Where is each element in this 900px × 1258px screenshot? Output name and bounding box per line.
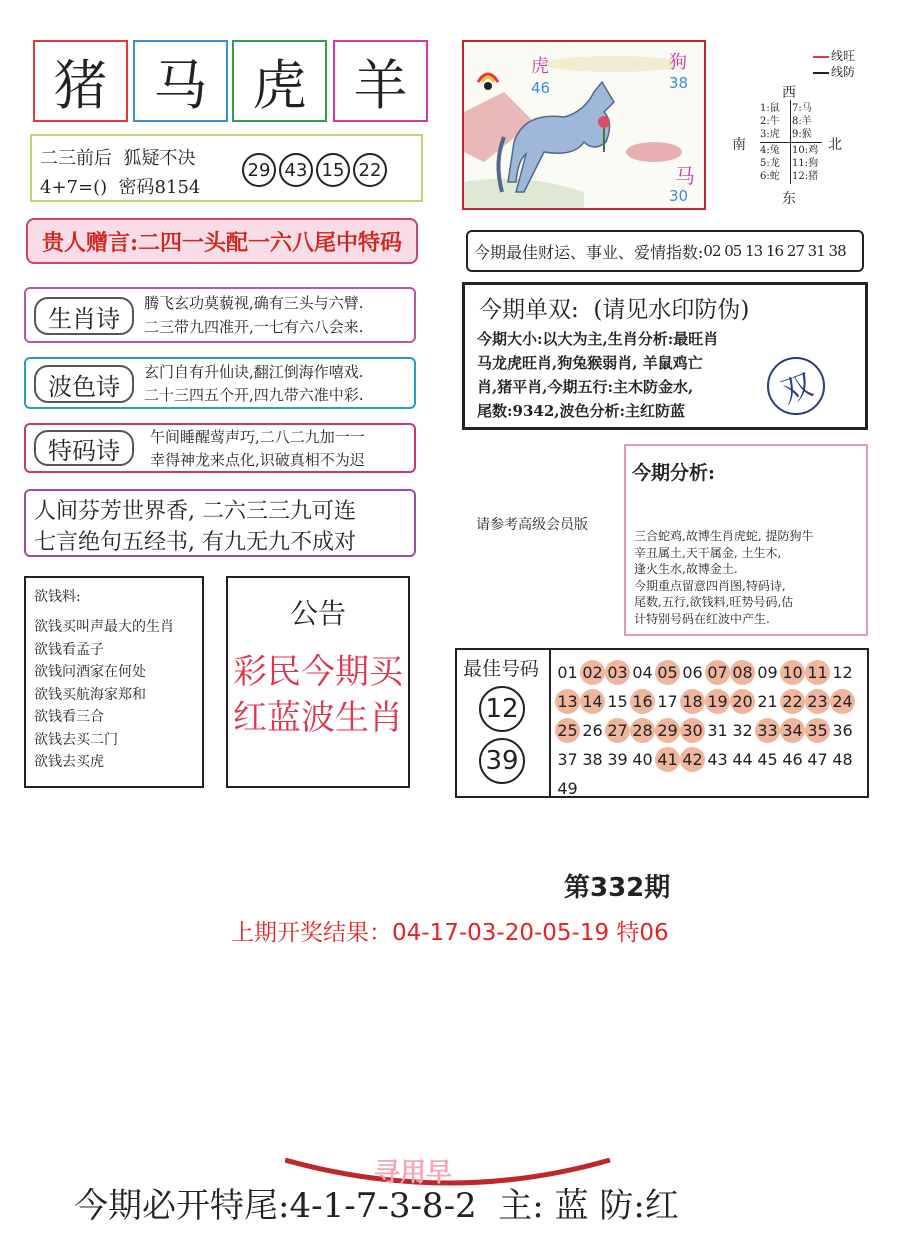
analysis-line: 今期重点留意四肖图,特码诗, xyxy=(634,578,786,593)
single-double-box xyxy=(462,282,868,430)
riddle-line-2: 4+7=() 密码8154 xyxy=(40,177,201,198)
number-cell: 04 xyxy=(632,663,653,682)
best-pick: 12 xyxy=(479,686,525,732)
number-cell: 34 xyxy=(780,718,805,743)
analysis-line: 计特别号码在红波中产生. xyxy=(634,611,770,626)
single-double-body xyxy=(477,327,718,423)
money-list xyxy=(34,616,174,774)
number-cell: 15 xyxy=(607,692,628,711)
number-cell: 32 xyxy=(732,721,753,740)
single-double-line: 肖,猪平肖,今期五行:主木防金水, xyxy=(477,378,694,396)
compass xyxy=(724,44,874,210)
number-cell: 48 xyxy=(832,750,853,769)
banner-text: 贵人赠言:二四一头配一六八尾中特码 xyxy=(41,229,403,256)
number-cell: 26 xyxy=(582,721,603,740)
number-cell: 19 xyxy=(705,689,730,714)
poem-line-1: 玄门自有升仙诀,翻江倒海作嘻戏. xyxy=(144,363,364,381)
number-cell: 47 xyxy=(807,750,828,769)
number-cell: 40 xyxy=(632,750,653,769)
money-item: 欲钱买叫声最大的生肖 xyxy=(34,619,174,635)
number-cell: 21 xyxy=(757,692,778,711)
legend-2: 线防 xyxy=(831,65,856,79)
number-cell: 42 xyxy=(680,747,705,772)
number-cell: 23 xyxy=(805,689,830,714)
poem-label: 波色诗 xyxy=(34,365,134,403)
money-item: 欲钱看孟子 xyxy=(34,641,104,658)
tiger-number: 46 xyxy=(531,79,551,97)
riddle-line-1: 二三前后 狐疑不决 xyxy=(40,148,196,169)
horse-label: 马 xyxy=(675,164,695,188)
notice-line-1: 彩民今期买 xyxy=(233,652,403,692)
index-label: 今期最佳财运、事业、爱情指数: xyxy=(474,242,704,262)
riddle-number: 29 xyxy=(242,153,276,187)
number-cell: 45 xyxy=(757,750,778,769)
couplet-line-2: 七言绝句五经书, 有九无九不成对 xyxy=(34,530,356,555)
poem-label: 特码诗 xyxy=(34,430,134,466)
number-cell: 11 xyxy=(805,660,830,685)
zodiac-char: 猪 xyxy=(53,53,108,117)
number-cell: 08 xyxy=(730,660,755,685)
money-item: 欲钱去买二门 xyxy=(34,731,118,748)
zodiac-char: 马 xyxy=(153,53,208,117)
riddle-number: 22 xyxy=(353,153,387,187)
number-cell: 44 xyxy=(732,750,753,769)
number-cell: 02 xyxy=(580,660,605,685)
number-cell: 20 xyxy=(730,689,755,714)
grid-ne xyxy=(792,102,812,141)
number-cell: 22 xyxy=(780,689,805,714)
legend-1: 线旺 xyxy=(831,49,856,63)
number-cell: 16 xyxy=(630,689,655,714)
number-cell: 25 xyxy=(555,718,580,743)
horse-number: 30 xyxy=(669,187,689,205)
grid-item: 5:龙 xyxy=(760,158,780,169)
analysis-line: 三合蛇鸡,故博生肖虎蛇, 提防狗牛 xyxy=(634,529,814,543)
number-cell: 38 xyxy=(582,750,603,769)
compass-east: 东 xyxy=(782,191,796,207)
grid-item: 1:鼠 xyxy=(760,103,780,114)
analysis-line: 尾数,五行,欲钱料,旺势号码,估 xyxy=(634,595,794,609)
number-cell: 46 xyxy=(782,750,803,769)
grid-sw xyxy=(760,144,780,183)
riddle-box xyxy=(30,134,423,202)
money-item: 欲钱看三合 xyxy=(34,709,104,725)
number-cell: 39 xyxy=(607,750,628,769)
number-cell: 36 xyxy=(832,721,853,740)
grid-item: 11:狗 xyxy=(792,158,819,169)
single-double-line: 尾数:9342,波色分析:主红防蓝 xyxy=(477,402,686,420)
money-item: 欲钱去买虎 xyxy=(34,754,104,770)
analysis-title: 今期分析: xyxy=(632,462,716,484)
compass-west: 西 xyxy=(782,85,796,101)
zodiac-char: 虎 xyxy=(252,53,307,117)
banner xyxy=(26,218,418,264)
poem-line-1: 腾飞玄功莫藐视,确有三头与六臂. xyxy=(144,294,364,312)
zodiac-box-tiger xyxy=(232,40,327,122)
special-poem-box xyxy=(24,423,416,473)
single-double-title: 今期单双: (请见水印防伪) xyxy=(479,297,750,323)
number-grid xyxy=(555,658,867,803)
legend-dark-line xyxy=(813,72,829,74)
grid-nw xyxy=(760,102,780,141)
number-cell: 09 xyxy=(757,663,778,682)
zodiac-box-pig xyxy=(33,40,128,122)
best-left xyxy=(457,650,551,796)
number-cell: 13 xyxy=(555,689,580,714)
notice-title: 公告 xyxy=(289,597,346,630)
number-cell: 29 xyxy=(655,718,680,743)
number-cell: 03 xyxy=(605,660,630,685)
zodiac-char: 羊 xyxy=(353,53,408,117)
number-cell: 01 xyxy=(557,663,578,682)
number-cell: 05 xyxy=(655,660,680,685)
bottom-watermark: 寻用早 xyxy=(374,1158,453,1188)
index-value: 02 05 13 16 27 31 38 xyxy=(703,242,846,260)
horse-illustration xyxy=(464,42,704,208)
number-cell: 28 xyxy=(630,718,655,743)
poem-line-2: 二三带九四准开,一七有六八会来. xyxy=(144,318,364,336)
number-cell: 30 xyxy=(680,718,705,743)
money-item: 欲钱问酒家在何处 xyxy=(34,664,146,680)
grid-item: 8:羊 xyxy=(792,116,812,127)
grid-item: 12:猪 xyxy=(792,171,819,182)
stamp-text: 双 xyxy=(777,367,818,411)
number-cell: 41 xyxy=(655,747,680,772)
number-cell: 49 xyxy=(557,779,578,798)
footer-line: 今期必开特尾:4-1-7-3-8-2 主: 蓝 防:红 xyxy=(74,1186,679,1226)
number-cell: 17 xyxy=(657,692,678,711)
number-cell: 35 xyxy=(805,718,830,743)
grid-item: 3:虎 xyxy=(760,129,780,140)
compass-north: 北 xyxy=(828,137,842,153)
number-cell: 33 xyxy=(755,718,780,743)
legend-red-line xyxy=(813,56,829,58)
zodiac-box-goat xyxy=(333,40,428,122)
watermark-stamp xyxy=(767,357,825,415)
number-cell: 14 xyxy=(580,689,605,714)
number-cell: 43 xyxy=(707,750,728,769)
number-cell: 27 xyxy=(605,718,630,743)
analysis-box xyxy=(624,444,868,636)
money-box xyxy=(24,576,204,788)
number-cell: 06 xyxy=(682,663,703,682)
grid-item: 4:兔 xyxy=(760,145,780,156)
grid-item: 10:鸡 xyxy=(792,145,819,156)
issue-number: 第332期 xyxy=(564,873,671,903)
refer-note: 请参考高级会员版 xyxy=(476,517,588,533)
riddle-number: 15 xyxy=(316,153,350,187)
grid-item: 6:蛇 xyxy=(760,171,780,182)
couplet-box xyxy=(24,489,416,557)
number-cell: 24 xyxy=(830,689,855,714)
poem-line-1: 午间睡醒莺声巧,二八二九加一一 xyxy=(150,428,365,446)
number-cell: 18 xyxy=(680,689,705,714)
best-title: 最佳号码 xyxy=(463,658,540,680)
analysis-line: 逢火生水,故博金土. xyxy=(634,562,738,576)
number-cell: 12 xyxy=(832,663,853,682)
compass-south: 南 xyxy=(732,137,746,153)
grid-item: 2:牛 xyxy=(760,116,780,127)
poem-line-2: 幸得神龙来点化,识破真相不为迟 xyxy=(150,451,365,469)
notice-line-2: 红蓝波生肖 xyxy=(233,698,403,738)
couplet-line-1: 人间芬芳世界香, 二六三三九可连 xyxy=(34,499,356,524)
index-box xyxy=(466,230,864,272)
tiger-label: 虎 xyxy=(531,56,549,77)
grid-item: 7:马 xyxy=(792,103,812,114)
color-poem-box xyxy=(24,357,416,409)
poem-line-2: 二十三四五个开,四九带六准中彩. xyxy=(144,386,364,404)
compass-grid xyxy=(760,100,822,184)
grid-item: 9:猴 xyxy=(792,129,812,140)
zodiac-poem-box xyxy=(24,287,416,343)
analysis-body xyxy=(634,528,813,627)
best-pick: 39 xyxy=(479,738,525,784)
riddle-numbers xyxy=(242,153,390,187)
single-double-line: 今期大小:以大为主,生肖分析:最旺肖 xyxy=(477,330,719,348)
zodiac-box-horse xyxy=(133,40,228,122)
grid-se xyxy=(792,144,818,183)
riddle-number: 43 xyxy=(279,153,313,187)
money-title: 欲钱料: xyxy=(34,589,81,605)
number-cell: 37 xyxy=(557,750,578,769)
number-cell: 10 xyxy=(780,660,805,685)
number-cell: 31 xyxy=(707,721,728,740)
poem-label: 生肖诗 xyxy=(34,297,134,335)
analysis-line: 辛丑属土,天干属金, 土生木, xyxy=(634,545,782,560)
money-item: 欲钱买航海家郑和 xyxy=(34,686,146,703)
single-double-line: 马龙虎旺肖,狗兔猴弱肖, 羊鼠鸡亡 xyxy=(477,354,703,372)
best-numbers-box xyxy=(455,648,869,798)
dog-number: 38 xyxy=(669,74,689,92)
horse-picture xyxy=(462,40,706,210)
last-result: 上期开奖结果：04-17-03-20-05-19 特06 xyxy=(231,920,669,946)
number-cell: 07 xyxy=(705,660,730,685)
dog-label: 狗 xyxy=(669,52,687,73)
notice-box xyxy=(226,576,410,788)
